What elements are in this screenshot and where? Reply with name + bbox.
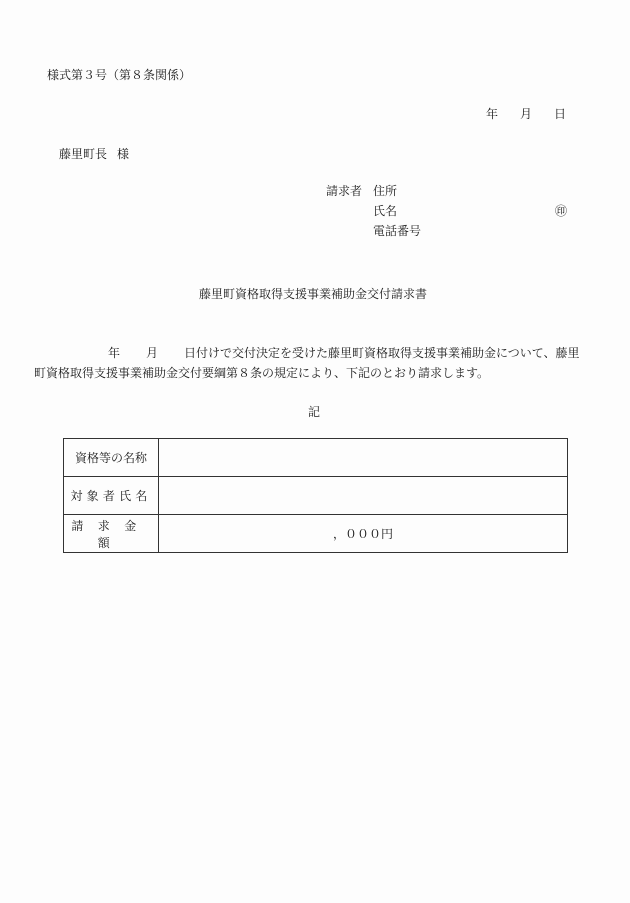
date-day-label: 日	[554, 107, 567, 121]
seal-mark: ㊞	[555, 204, 568, 218]
form-number: 様式第３号（第８条関係）	[47, 68, 192, 82]
table-row	[64, 439, 568, 477]
qualification-name-field[interactable]	[159, 439, 568, 477]
phone-label: 電話番号	[373, 224, 422, 238]
name-label: 氏名	[373, 204, 398, 218]
table-row	[64, 477, 568, 515]
date-line	[486, 105, 566, 122]
qualification-name-label: 資格等の名称	[64, 439, 159, 477]
body-month-label: 月	[146, 346, 159, 360]
body-line-1	[34, 343, 584, 363]
body-text	[34, 343, 584, 383]
claimant-label: 請求者	[326, 184, 363, 198]
document-title: 藤里町資格取得支援事業補助金交付請求書	[199, 287, 428, 301]
addressee-honorific: 様	[117, 147, 130, 161]
claim-table	[63, 438, 568, 553]
ki-heading: 記	[308, 405, 321, 419]
address-label: 住所	[373, 184, 398, 198]
date-month-label: 月	[520, 107, 533, 121]
body-text-line-1: 日付けで交付決定を受けた藤里町資格取得支援事業補助金について、藤里	[184, 346, 580, 360]
claim-amount-field[interactable]: ，０００円	[159, 515, 568, 553]
addressee	[59, 145, 129, 162]
table-row	[64, 515, 568, 553]
target-person-name-label: 対象者氏名	[64, 477, 159, 515]
body-year-label: 年	[108, 346, 121, 360]
date-year-label: 年	[486, 107, 499, 121]
claim-amount-label: 請求金額	[64, 515, 159, 553]
body-line-2: 町資格取得支援事業補助金交付要綱第８条の規定により、下記のとおり請求します。	[34, 366, 490, 380]
target-person-name-field[interactable]	[159, 477, 568, 515]
addressee-name: 藤里町長	[59, 147, 108, 161]
